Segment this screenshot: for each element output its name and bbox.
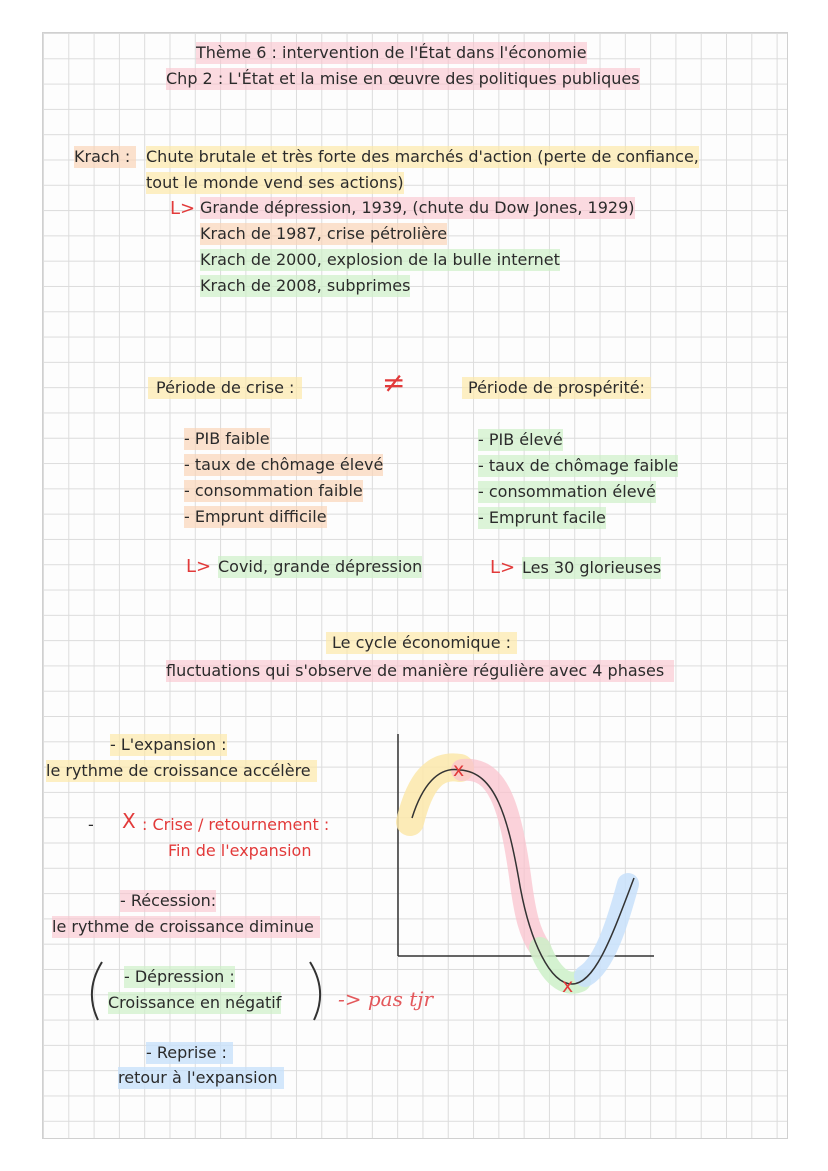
expansion-title: - L'expansion : — [110, 735, 227, 754]
recovery-description: retour à l'expansion — [118, 1067, 284, 1089]
crisis-example: Covid, grande dépression — [218, 557, 423, 576]
recession-title: - Récession: — [120, 891, 217, 910]
depression-title: - Dépression : — [124, 967, 235, 986]
cycle-title: Le cycle économique : — [326, 632, 517, 654]
peak-x-marker: x — [453, 759, 465, 781]
prosperity-item: - consommation élevé — [478, 482, 656, 501]
crisis-item: - consommation faible — [184, 481, 363, 500]
chapter-heading: Chp 2 : L'État et la mise en œuvre des politiques publiques — [166, 69, 640, 88]
prosperity-example: Les 30 glorieuses — [522, 558, 662, 577]
recovery-title: - Reprise : — [146, 1042, 233, 1064]
arrow-icon: L> — [490, 557, 516, 578]
trough-x-marker: x — [562, 975, 574, 997]
crisis-item: - Emprunt difficile — [184, 507, 327, 526]
crisis-title: Période de crise : — [148, 377, 302, 399]
crisis-phase-description: Fin de l'expansion — [168, 841, 312, 860]
depression-highlight — [540, 948, 580, 983]
prosperity-item: - taux de chômage faible — [478, 456, 679, 475]
arrow-icon: L> — [170, 198, 196, 219]
krach-example: Grande dépression, 1939, (chute du Dow Jones, 1929) — [200, 198, 635, 217]
crisis-item: - taux de chômage élevé — [184, 455, 384, 474]
krach-term: Krach : — [74, 146, 136, 168]
krach-example: Krach de 2008, subprimes — [200, 276, 411, 295]
cycle-graph — [380, 726, 670, 1006]
prosperity-item: - Emprunt facile — [478, 508, 606, 527]
theme-heading: Thème 6 : intervention de l'État dans l'économie — [196, 43, 587, 62]
crisis-phase-title: : Crise / retournement : — [142, 815, 330, 834]
depression-description: Croissance en négatif — [108, 993, 282, 1012]
krach-example: Krach de 1987, crise pétrolière — [200, 224, 448, 243]
not-equal-icon: ≠ — [382, 366, 406, 399]
krach-definition-line1: Chute brutale et très forte des marchés d'action (perte de confiance, — [146, 147, 699, 166]
crisis-x-marker: X — [122, 809, 136, 833]
prosperity-item: - PIB élevé — [478, 430, 563, 449]
krach-definition-line2: tout le monde vend ses actions) — [146, 173, 404, 192]
expansion-description: le rythme de croissance accélère — [46, 760, 317, 782]
krach-example: Krach de 2000, explosion de la bulle internet — [200, 250, 560, 269]
arrow-icon: L> — [186, 556, 212, 577]
crisis-item: - PIB faible — [184, 429, 270, 448]
depression-note: -> pas tjr — [338, 987, 434, 1011]
crisis-dash: - — [88, 815, 94, 834]
recovery-highlight — [585, 884, 628, 976]
prosperity-title: Période de prospérité: — [462, 377, 651, 399]
recession-description: le rythme de croissance diminue — [52, 916, 320, 938]
cycle-subtitle: fluctuations qui s'observe de manière régulière avec 4 phases — [166, 660, 674, 682]
